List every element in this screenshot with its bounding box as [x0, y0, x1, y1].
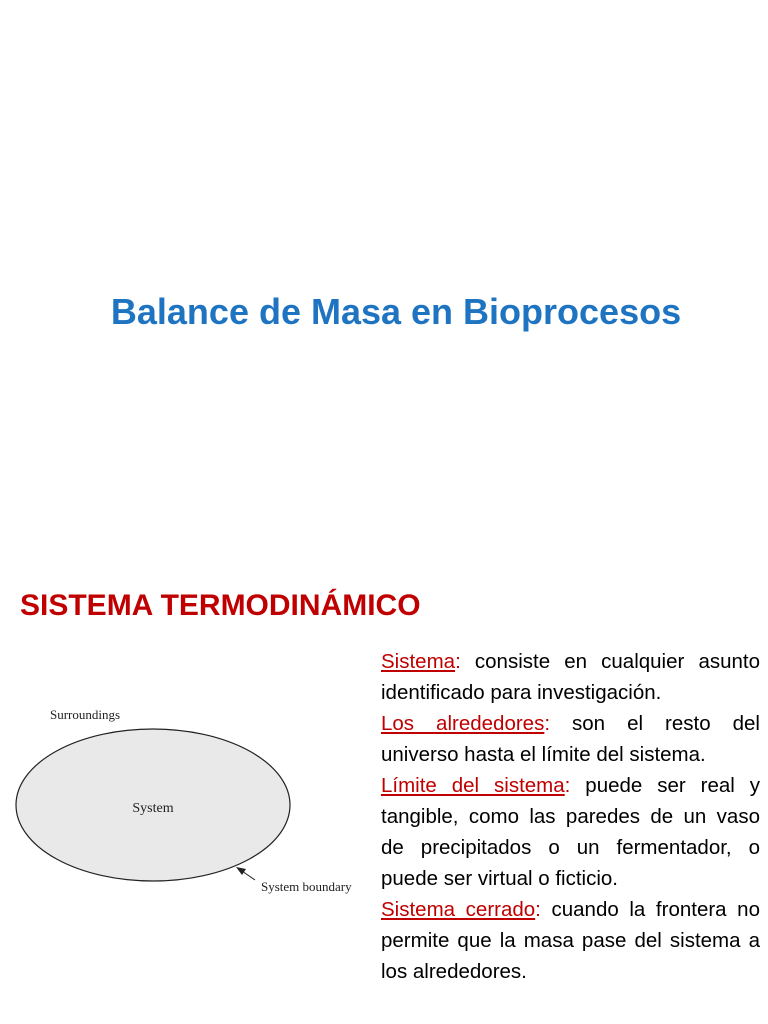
- definition-text: son el resto del universo hasta el límite del sistema.: [381, 712, 760, 766]
- system-label: System: [132, 801, 174, 816]
- definition-text: consiste en cualquier asunto identificado para investigación.: [381, 650, 760, 704]
- term-label: Sistema cerrado: [381, 898, 536, 921]
- term-label: Sistema: [381, 650, 456, 673]
- term-label: Los alrededores: [381, 712, 545, 735]
- definition-text: puede ser real y tangible, como las paredes de un vaso de precipitados o un fermentador, o puede ser virtual o ficticio.: [381, 774, 761, 890]
- slide-separator: [0, 546, 768, 547]
- surroundings-label: Surroundings: [50, 707, 121, 722]
- section-heading: SISTEMA TERMODINÁMICO: [20, 589, 421, 622]
- definitions-text: [381, 646, 760, 987]
- arrow-icon: [236, 867, 255, 880]
- definition-sistema-cerrado: Sistema cerrado: cuando la frontera no permite que la masa pase del sistema a los alrededores.: [381, 898, 760, 983]
- system-diagram: [10, 695, 370, 905]
- system-boundary-label: System boundary: [261, 879, 352, 894]
- definition-sistema: Sistema: consiste en cualquier asunto identificado para investigación.: [381, 650, 760, 704]
- definition-limite: Límite del sistema: puede ser real y tangible, como las paredes de un vaso de precipitados o un fermentador, o puede ser virtual o ficticio.: [381, 774, 761, 890]
- presentation-title: Balance de Masa en Bioprocesos: [110, 291, 682, 332]
- term-label: Límite del sistema: [381, 774, 565, 797]
- definition-alrededores: Los alrededores: son el resto del universo hasta el límite del sistema.: [381, 712, 760, 766]
- definition-text: cuando la frontera no permite que la masa pase del sistema a los alrededores.: [381, 898, 760, 983]
